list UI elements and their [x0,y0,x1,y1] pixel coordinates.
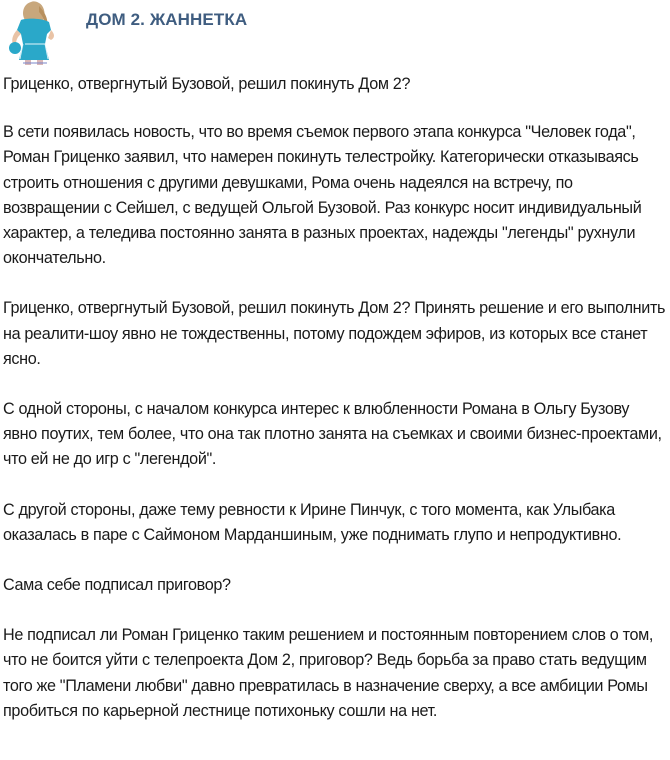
woman-in-blue-dress-logo-icon[interactable] [5,0,65,66]
article-paragraph: С другой стороны, даже тему ревности к Ирине Пинчук, с того момента, как Улыбака оказалась в паре с Саймоном Марданшиным, уже поднимать глупо и непродуктивно. [3,500,622,544]
post-header [0,0,670,70]
article-headline: Гриценко, отвергнутый Бузовой, решил покинуть Дом 2? [3,75,411,93]
article-paragraph: В сети появилась новость, что во время съемок первого этапа конкурса "Человек года", Роман Гриценко заявил, что намерен покинуть телестройку. Категорически отказываясь строить отношения с другими девушками, Рома очень надеялся на встречу, по возвращении с Сейшел, с ведущей Ольгой Бузовой. Раз конкурс носит индивидуальный характер, а теледива постоянно занята в разных проектах, надежды "легенды" рухнули окончательно. [3,123,642,268]
article-subheading: Сама себе подписал приговор? [3,576,231,595]
article-paragraph: Гриценко, отвергнутый Бузовой, решил покинуть Дом 2? Принять решение и его выполнить на реалити-шоу явно не тождественны, потому подождем эфиров, из которых все станет ясно. [3,299,666,368]
article-body [3,72,667,749]
community-title[interactable]: ДОМ 2. ЖАННЕТКА [86,10,248,29]
article-paragraph: С одной стороны, с началом конкурса интерес к влюбленности Романа в Ольгу Бузову явно поутих, тем более, что она так плотно занята на съемках и своими бизнес-проектами, что ей не до игр с "легендой". [3,400,662,469]
article-paragraph: Не подписал ли Роман Гриценко таким решением и постоянным повторением слов о том, что не боится уйти с телепроекта Дом 2, приговор? Ведь борьба за право стать ведущим того же "Пламени любви" давно превратилась в назначение сверху, а все амбиции Ромы пробиться по карьерной лестнице потихоньку сошли на нет. [3,626,654,720]
